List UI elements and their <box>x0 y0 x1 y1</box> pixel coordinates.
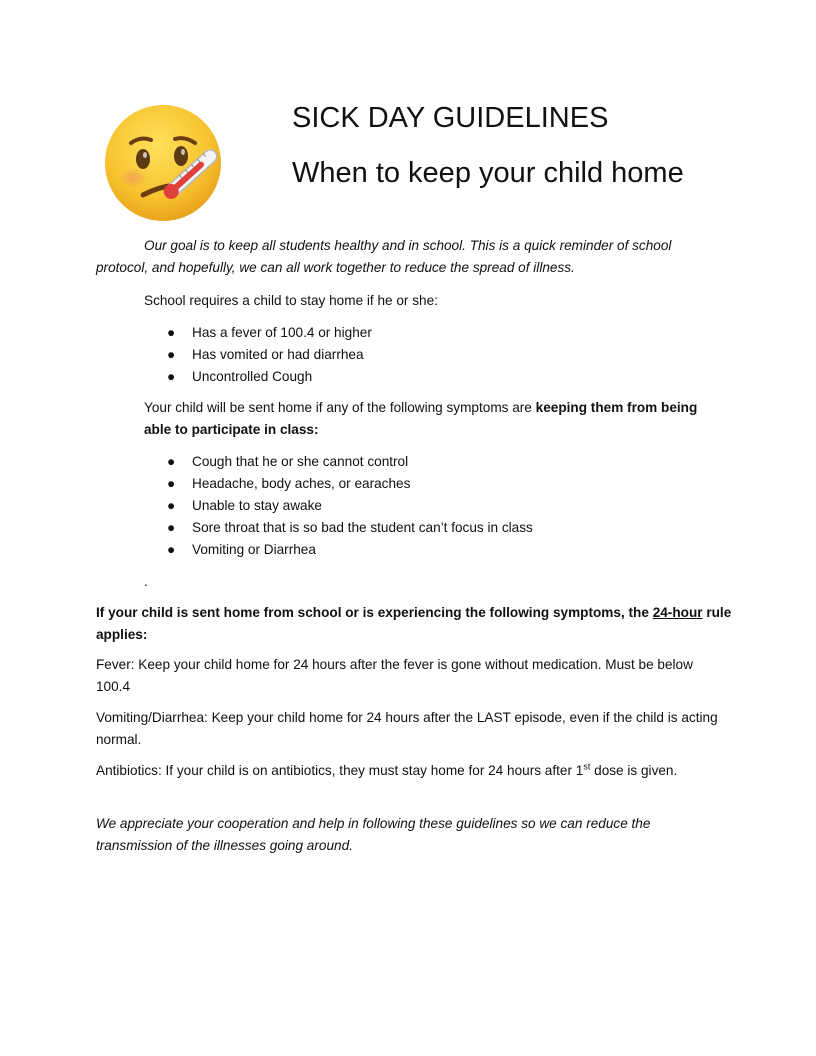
list-item: ● Headache, body aches, or earaches <box>144 473 533 495</box>
list-item: ● Uncontrolled Cough <box>144 366 372 388</box>
sick-face-thermometer-icon <box>103 103 227 225</box>
bullet-icon: ● <box>167 454 176 469</box>
bullet-icon: ● <box>167 498 176 513</box>
bullet-icon: ● <box>167 347 176 362</box>
sent-home-heading: Your child will be sent home if any of the following symptoms are keeping them from being able to participate in class: <box>144 400 698 437</box>
list-item: ● Unable to stay awake <box>144 495 533 517</box>
bullet-icon: ● <box>167 542 176 557</box>
vomiting-rule: Vomiting/Diarrhea: Keep your child home for 24 hours after the LAST episode, even if the child is acting normal. <box>96 710 718 747</box>
fever-rule: Fever: Keep your child home for 24 hours after the fever is gone without medication. Must be below 100.4 <box>96 657 693 694</box>
intro-paragraph: Our goal is to keep all students healthy and in school. This is a quick reminder of school protocol, and hopefully, we can all work together to reduce the spread of illness. <box>96 238 672 275</box>
symptoms-list <box>144 451 533 561</box>
list-item: ● Vomiting or Diarrhea <box>144 539 533 561</box>
24-hour-rule-heading: If your child is sent home from school or is experiencing the following symptoms, the 24-hour rule applies: <box>96 605 732 642</box>
page-subtitle: When to keep your child home <box>292 157 684 189</box>
page-title: SICK DAY GUIDELINES <box>292 102 609 134</box>
requirements-list <box>144 322 372 388</box>
list-item: ● Cough that he or she cannot control <box>144 451 533 473</box>
list-item: ● Has a fever of 100.4 or higher <box>144 322 372 344</box>
stray-period: . <box>144 574 148 589</box>
bullet-icon: ● <box>167 520 176 535</box>
requirements-heading: School requires a child to stay home if he or she: <box>144 293 438 308</box>
bullet-icon: ● <box>167 325 176 340</box>
antibiotics-rule: Antibiotics: If your child is on antibiotics, they must stay home for 24 hours after 1st dose is given. <box>96 761 678 778</box>
list-item: ● Has vomited or had diarrhea <box>144 344 372 366</box>
bullet-icon: ● <box>167 369 176 384</box>
bullet-icon: ● <box>167 476 176 491</box>
list-item: ● Sore throat that is so bad the student can’t focus in class <box>144 517 533 539</box>
closing-paragraph: We appreciate your cooperation and help in following these guidelines so we can reduce the transmission of the illnesses going around. <box>96 816 651 853</box>
